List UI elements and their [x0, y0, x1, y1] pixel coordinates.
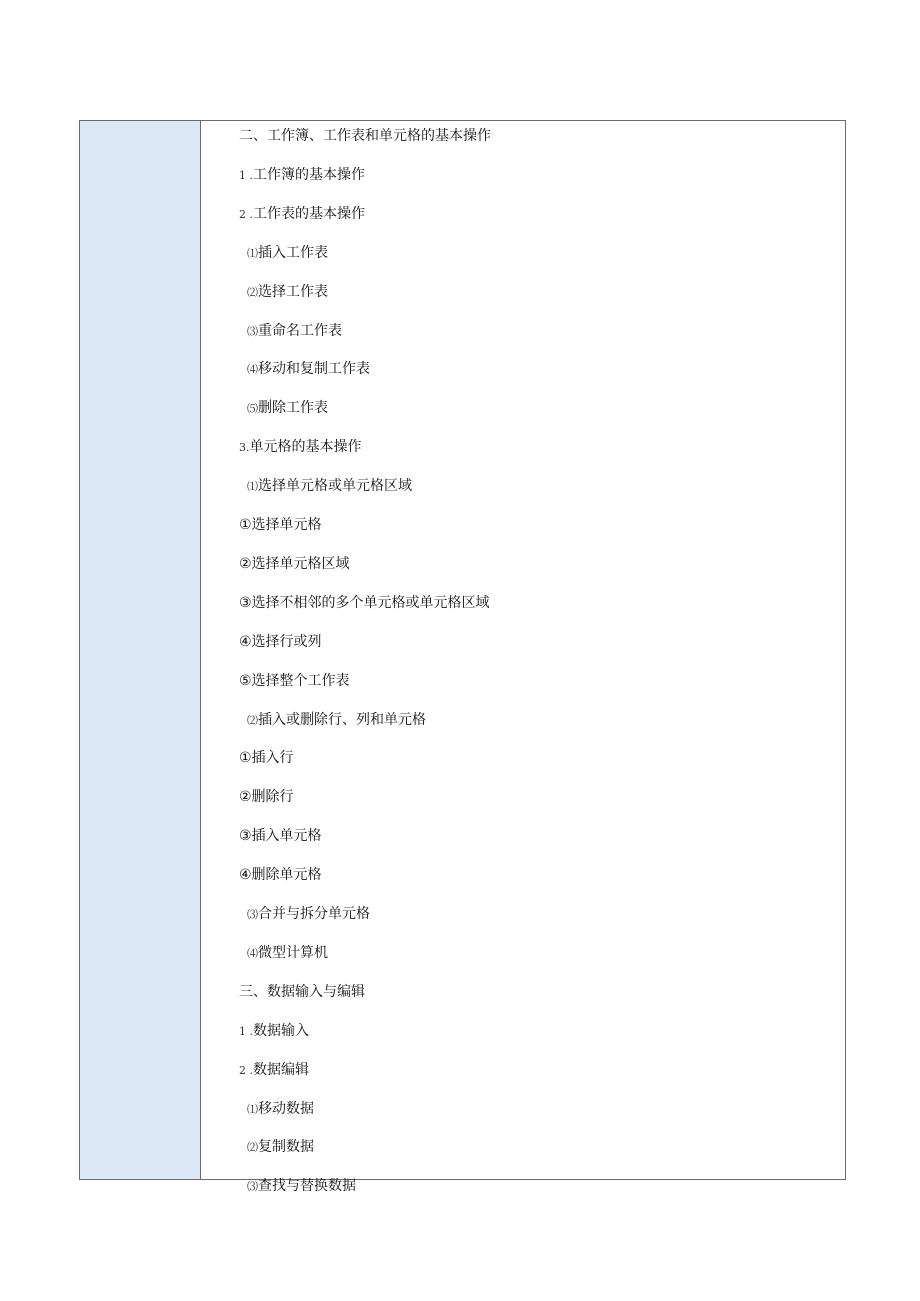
content-table	[79, 120, 846, 1195]
left-header-cell	[80, 121, 201, 1179]
outline-line	[247, 1177, 356, 1195]
line-text: 选择工作表	[258, 283, 328, 300]
line-text: 重命名工作表	[258, 322, 342, 339]
line-text: ④删除单元格	[239, 867, 322, 884]
line-number-prefix: ⑴	[247, 246, 258, 260]
outline-line	[239, 555, 350, 573]
outline-line	[239, 866, 322, 884]
outline-line	[247, 360, 370, 378]
line-number-prefix: ⑵	[247, 1141, 258, 1155]
outline-line	[239, 594, 490, 612]
line-text: 合并与拆分单元格	[258, 906, 370, 922]
line-number-prefix: 3.	[239, 441, 250, 455]
outline-line	[239, 788, 294, 806]
line-number-prefix: 2 .	[239, 207, 253, 221]
line-text: 三、数据输入与编辑	[239, 983, 365, 1000]
line-number-prefix: ⑶	[247, 908, 258, 921]
content-cell	[201, 121, 845, 1195]
line-text: 微型计算机	[258, 944, 328, 961]
outline-line	[239, 205, 365, 223]
line-text: ①选择单元格	[239, 517, 322, 533]
line-text: 复制数据	[258, 1139, 314, 1156]
outline-line	[239, 749, 294, 767]
line-text: 选择单元格或单元格区域	[258, 478, 412, 495]
outline-line	[247, 399, 328, 417]
line-text: 插入或删除行、列和单元格	[258, 711, 426, 728]
outline-line	[239, 1022, 309, 1040]
outline-line	[239, 827, 322, 845]
line-text: ⑤选择整个工作表	[239, 672, 350, 689]
line-number-prefix: 1 .	[239, 1024, 253, 1038]
line-number-prefix: ⑶	[247, 1180, 258, 1194]
line-number-prefix: ⑶	[247, 324, 258, 338]
line-text: 插入工作表	[258, 244, 328, 261]
line-number-prefix: ⑵	[247, 285, 258, 299]
line-number-prefix: ⑴	[247, 1102, 258, 1116]
line-text: ④选择行或列	[239, 633, 322, 650]
line-text: 单元格的基本操作	[249, 439, 362, 456]
line-text: 二、工作簿、工作表和单元格的基本操作	[239, 128, 491, 144]
outline-line	[247, 1138, 314, 1156]
outline-line	[239, 633, 322, 651]
outline-line	[247, 322, 342, 340]
outline-line	[239, 127, 491, 145]
line-text: ②删除行	[239, 789, 294, 806]
line-number-prefix: ⑵	[247, 713, 258, 727]
outline-line	[247, 244, 328, 262]
outline-line	[239, 166, 365, 184]
outline-line	[239, 672, 350, 690]
line-text: 删除工作表	[258, 400, 328, 417]
line-text: 工作簿的基本操作	[253, 166, 365, 183]
outline-line	[247, 905, 370, 923]
line-text: 查找与替换数据	[258, 1178, 356, 1195]
line-text: 移动和复制工作表	[258, 361, 370, 378]
outline-line	[247, 711, 426, 729]
line-number-prefix: ⑷	[247, 946, 258, 960]
outline-line	[247, 1100, 314, 1118]
line-text: 移动数据	[258, 1100, 314, 1117]
outline-line	[239, 438, 362, 456]
outline-line	[247, 283, 328, 301]
outline-line	[247, 477, 412, 495]
outline-line	[239, 1061, 309, 1079]
line-number-prefix: 1 .	[239, 168, 253, 182]
outline-line	[247, 944, 328, 962]
line-number-prefix: ⑷	[247, 363, 258, 377]
line-number-prefix: ⑸	[247, 402, 258, 416]
outline-line	[239, 983, 365, 1001]
line-text: ③插入单元格	[239, 828, 322, 845]
line-text: ①插入行	[239, 750, 294, 767]
line-text: ③选择不相邻的多个单元格或单元格区域	[239, 594, 490, 611]
line-text: ②选择单元格区域	[239, 555, 350, 572]
line-text: 工作表的基本操作	[253, 205, 365, 222]
outline-line	[239, 516, 322, 534]
line-text: 数据输入	[253, 1022, 309, 1039]
line-text: 数据编辑	[253, 1061, 309, 1078]
line-number-prefix: 2 .	[239, 1063, 253, 1077]
line-number-prefix: ⑴	[247, 480, 258, 494]
